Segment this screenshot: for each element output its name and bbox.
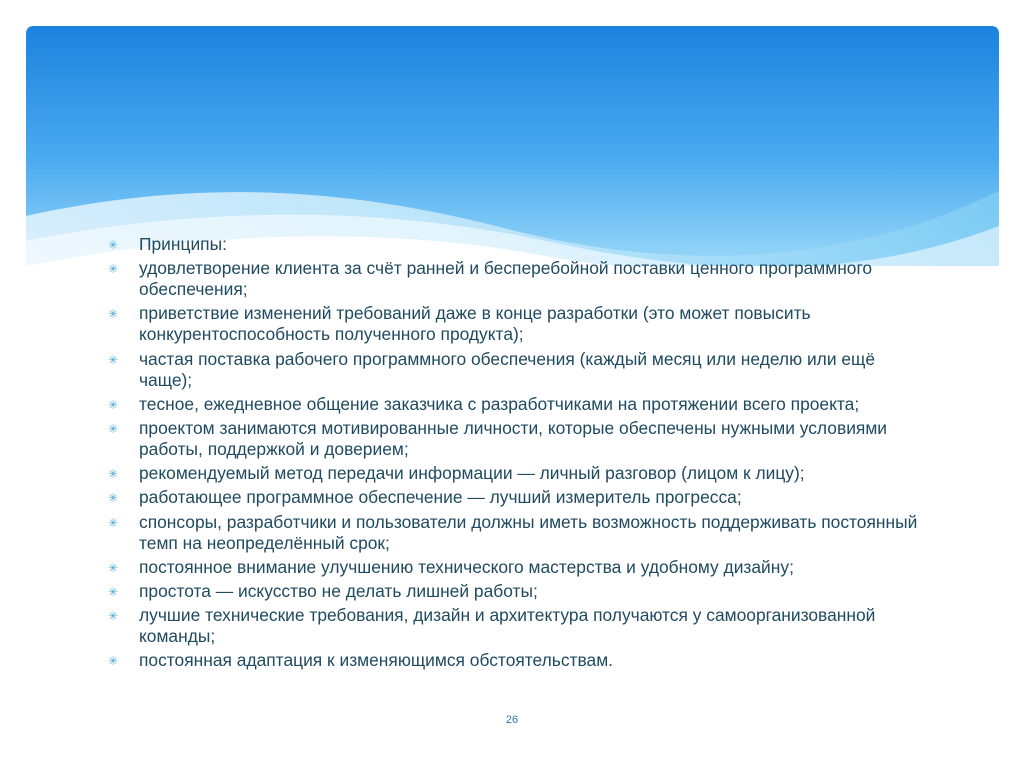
- list-item-text: работающее программное обеспечение — лучший измеритель прогресса;: [139, 487, 742, 508]
- list-item-text: частая поставка рабочего программного обеспечения (каждый месяц или неделю или ещё чаще);: [139, 348, 876, 390]
- asterisk-bullet-icon: ✳: [108, 467, 119, 482]
- asterisk-bullet-icon: ✳: [108, 397, 119, 412]
- list-item-text: рекомендуемый метод передачи информации — личный разговор (лицом к лицу);: [139, 463, 805, 484]
- header-wave-banner: [26, 26, 999, 266]
- list-item-text: приветствие изменений требований даже в конце разработки (это может повысить конкурентоспособность полученного продукта);: [139, 303, 811, 345]
- content-area: [108, 234, 928, 674]
- list-item: [108, 605, 928, 647]
- principles-list: [108, 234, 928, 671]
- list-item: [108, 258, 928, 300]
- asterisk-bullet-icon: ✳: [108, 307, 119, 322]
- list-item: [108, 394, 928, 415]
- list-item-text: удовлетворение клиента за счёт ранней и бесперебойной поставки ценного программного обеспечения;: [139, 258, 873, 300]
- list-item: [108, 303, 928, 345]
- asterisk-bullet-icon: ✳: [108, 560, 119, 575]
- list-item: [108, 557, 928, 578]
- list-item: [108, 463, 928, 484]
- asterisk-bullet-icon: ✳: [108, 421, 119, 436]
- list-item-text: лучшие технические требования, дизайн и архитектура получаются у самоорганизованной команды;: [139, 605, 876, 647]
- list-item-text: спонсоры, разработчики и пользователи должны иметь возможность поддерживать постоянный темп на неопределённый срок;: [139, 511, 918, 553]
- asterisk-bullet-icon: ✳: [108, 238, 119, 252]
- list-item-text: Принципы:: [139, 234, 227, 254]
- list-item-text: проектом занимаются мотивированные личности, которые обеспечены нужными условиями работы, поддержкой и доверием;: [139, 417, 887, 459]
- list-item: [108, 487, 928, 508]
- list-item: [108, 650, 928, 671]
- asterisk-bullet-icon: ✳: [108, 515, 119, 530]
- list-item-text: постоянная адаптация к изменяющимся обстоятельствам.: [139, 650, 614, 671]
- asterisk-bullet-icon: ✳: [108, 654, 119, 669]
- list-item: [108, 234, 928, 255]
- list-item-text: простота — искусство не делать лишней работы;: [139, 580, 538, 601]
- asterisk-bullet-icon: ✳: [108, 491, 119, 506]
- list-item: [108, 512, 928, 554]
- asterisk-bullet-icon: ✳: [108, 262, 119, 277]
- list-item: [108, 581, 928, 602]
- list-item-text: постоянное внимание улучшению технического мастерства и удобному дизайну;: [139, 556, 794, 577]
- page-number: 26: [505, 714, 519, 726]
- list-item: [108, 418, 928, 460]
- asterisk-bullet-icon: ✳: [108, 584, 119, 599]
- list-item-text: тесное, ежедневное общение заказчика с разработчиками на протяжении всего проекта;: [139, 393, 860, 414]
- asterisk-bullet-icon: ✳: [108, 352, 119, 367]
- asterisk-bullet-icon: ✳: [108, 609, 119, 624]
- list-item: [108, 349, 928, 391]
